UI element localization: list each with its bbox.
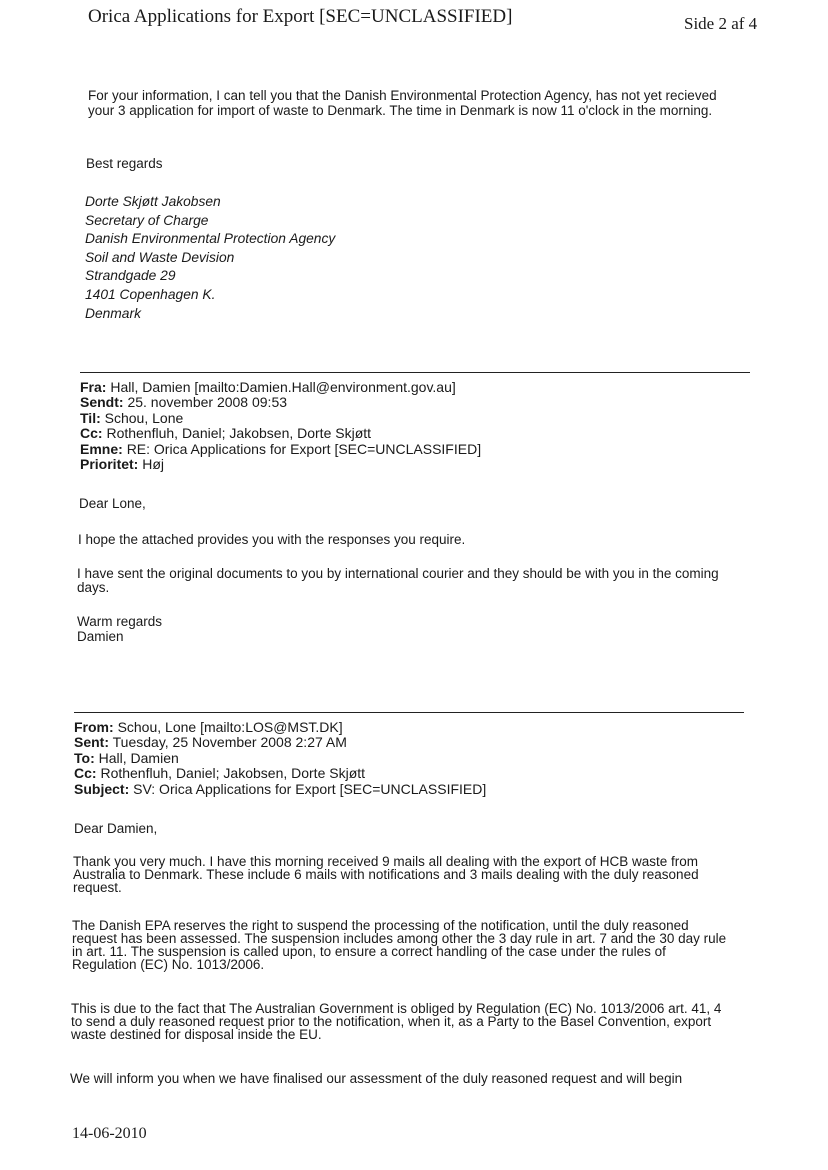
signature-block: [85, 193, 335, 323]
email2-paragraph-1: [73, 855, 699, 894]
email2-paragraph-2: [72, 919, 726, 971]
signature-country: Denmark: [85, 305, 141, 321]
email1-sender-name: Damien: [77, 629, 124, 644]
email2-to-label: To:: [74, 749, 95, 766]
reply-paragraph-line-1: For your information, I can tell you that the Danish Environmental Protection Agency, has not yet recieved: [88, 88, 717, 103]
email2-sent: Tuesday, 25 November 2008 2:27 AM: [112, 734, 347, 751]
footer-date: 14-06-2010: [72, 1125, 147, 1142]
signature-title: Secretary of Charge: [85, 212, 209, 228]
email1-priority: Høj: [142, 456, 165, 473]
email1-greeting: Dear Lone,: [79, 496, 146, 511]
email1-subject: RE: Orica Applications for Export [SEC=UNCLASSIFIED]: [126, 440, 482, 457]
email1-sent-label: Sendt:: [80, 394, 124, 411]
email1-priority-label: Prioritet:: [80, 456, 139, 473]
email2-p2-line: Regulation (EC) No. 1013/2006.: [72, 957, 265, 972]
email2-cc: Rothenfluh, Daniel; Jakobsen, Dorte Skjøtt: [100, 765, 366, 782]
separator-rule-2: [74, 712, 744, 713]
email2-p3-line: waste destined for disposal inside the EU.: [71, 1027, 322, 1042]
email1-cc: Rothenfluh, Daniel; Jakobsen, Dorte Skjøtt: [106, 425, 372, 442]
email2-p1-line: request.: [73, 880, 122, 895]
signature-street: Strandgade 29: [85, 268, 176, 284]
email2-p2-line: The Danish EPA reserves the right to suspend the processing of the notification, until the duly reasoned: [72, 918, 689, 933]
email1-subject-label: Emne:: [80, 440, 123, 457]
email2-p1-line: Australia to Denmark. These include 6 mails with notifications and 3 mails dealing with the duly reasoned: [73, 867, 699, 882]
page-header-title: Orica Applications for Export [SEC=UNCLASSIFIED]: [88, 6, 513, 27]
email1-from-label: Fra:: [80, 379, 107, 395]
signature-city: 1401 Copenhagen K.: [85, 286, 216, 302]
signature-organisation: Danish Environmental Protection Agency: [85, 231, 336, 247]
signature-division: Soil and Waste Devision: [85, 249, 235, 265]
email1-paragraph-2-line-2: days.: [77, 580, 110, 595]
email1-to-label: Til:: [80, 409, 101, 426]
email2-p3-line: This is due to the fact that The Australian Government is obliged by Regulation (EC) No. 1013/2006 art. 41, 4: [71, 1001, 722, 1016]
email2-cc-label: Cc:: [74, 765, 97, 782]
reply-closing: Best regards: [86, 156, 163, 171]
email1-paragraph-2-line-1: I have sent the original documents to you by international courier and they should be with you in the coming: [77, 566, 719, 581]
page-number: Side 2 af 4: [684, 14, 758, 33]
email2-p1-line: Thank you very much. I have this morning received 9 mails all dealing with the export of HCB waste from: [73, 854, 699, 869]
email1-to: Schou, Lone: [104, 409, 184, 426]
email1-header: [80, 380, 481, 472]
email1-paragraph-1: I hope the attached provides you with the responses you require.: [78, 532, 466, 547]
separator-rule-1: [80, 372, 750, 373]
signature-name: Dorte Skjøtt Jakobsen: [85, 194, 221, 209]
email2-p2-line: request has been assessed. The suspension includes among other the 3 day rule in art. 7 and the 30 day rule: [72, 931, 727, 946]
email2-p2-line: in art. 11. The suspension is called upon, to ensure a correct handling of the case under the rules of: [72, 944, 666, 959]
email2-greeting: Dear Damien,: [74, 821, 158, 836]
email2-subject: SV: Orica Applications for Export [SEC=UNCLASSIFIED]: [133, 780, 487, 797]
email2-from-label: From:: [74, 719, 114, 735]
email1-from: Hall, Damien [mailto:Damien.Hall@environment.gov.au]: [110, 379, 456, 395]
email2-sent-label: Sent:: [74, 734, 109, 751]
email2-to: Hall, Damien: [98, 749, 179, 766]
email1-sent: 25. november 2008 09:53: [127, 394, 288, 411]
email1-cc-label: Cc:: [80, 425, 103, 442]
email2-paragraph-4: We will inform you when we have finalised our assessment of the duly reasoned request and will begin: [70, 1071, 683, 1086]
email2-from: Schou, Lone [mailto:LOS@MST.DK]: [117, 719, 343, 735]
email2-paragraph-3: [71, 1002, 721, 1041]
email2-p3-line: to send a duly reasoned request prior to the notification, when it, as a Party to the Basel Convention, export: [71, 1014, 712, 1029]
email2-header: [74, 720, 486, 797]
reply-paragraph-line-2: your 3 application for import of waste to Denmark. The time in Denmark is now 11 o'clock in the morning.: [88, 103, 713, 118]
email2-subject-label: Subject:: [74, 780, 130, 797]
email1-closing: Warm regards: [77, 614, 163, 629]
